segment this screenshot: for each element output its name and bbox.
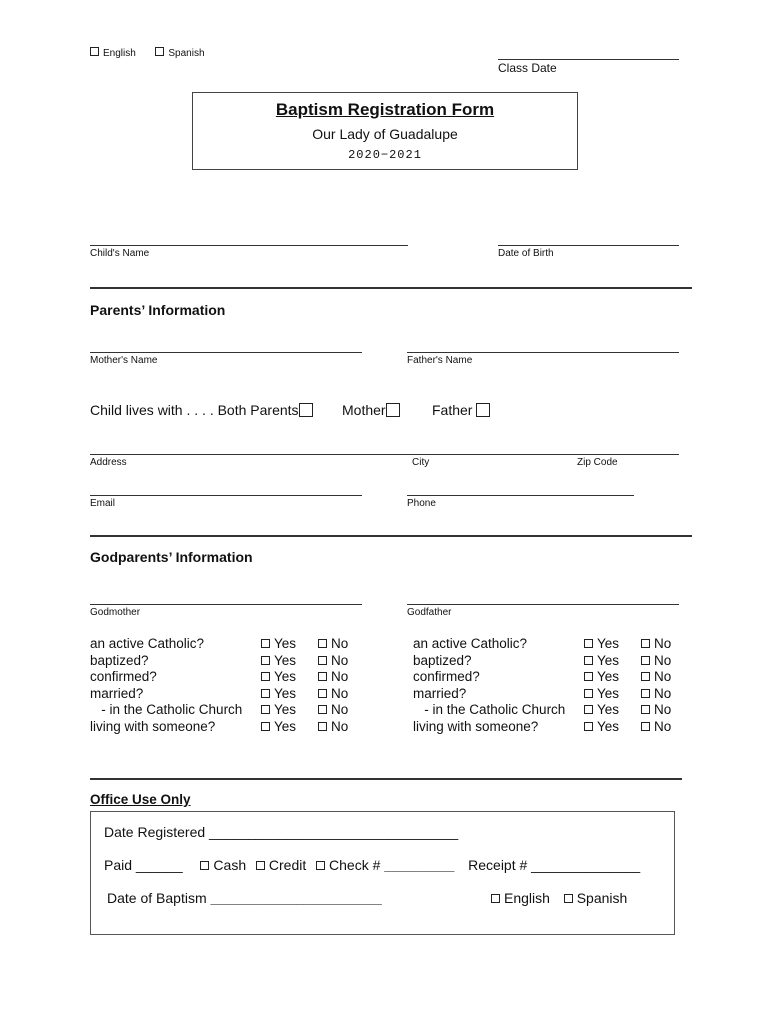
godfather-questions [413,636,565,735]
english-label: English [103,48,136,59]
question-living-with: living with someone? [90,718,216,734]
no-checkbox[interactable] [318,656,327,665]
section-divider [90,778,682,780]
no-label: No [654,718,672,734]
godmother-name-field[interactable] [90,604,362,605]
father-name-field[interactable] [407,352,679,353]
spanish-label: Spanish [168,48,205,59]
yes-label: Yes [274,652,297,668]
paid-field[interactable]: Paid ______ [104,857,183,873]
no-label: No [654,636,672,651]
question-catholic-church: - in the Catholic Church [413,702,566,717]
yes-checkbox[interactable] [261,705,270,714]
date-registered-row: Date Registered ________________________________ [104,824,459,840]
child-name-label: Child's Name [90,248,150,259]
mother-option [342,402,400,418]
language-options [90,47,205,59]
yes-label: Yes [597,669,620,684]
no-label: No [331,636,349,651]
no-checkbox[interactable] [318,639,327,648]
question-married: married? [413,685,467,701]
parish-name: Our Lady of Guadalupe [312,126,458,142]
parents-heading: Parents’ Information [90,302,226,318]
no-label: No [654,685,672,701]
english-checkbox[interactable] [90,47,99,56]
no-label: No [331,718,349,734]
date-of-baptism-field[interactable]: ______________________ [210,890,382,906]
father-option-label: Father [432,402,473,418]
no-label: No [331,685,349,701]
no-checkbox[interactable] [641,639,650,648]
date-of-birth-field[interactable] [498,245,679,246]
question-confirmed: confirmed? [413,669,480,684]
question-catholic-church: - in the Catholic Church [90,702,243,717]
office-language-row [491,890,627,906]
no-checkbox[interactable] [318,672,327,681]
godmother-questions [90,636,242,735]
office-use-heading: Office Use Only [90,792,191,807]
yes-checkbox[interactable] [584,689,593,698]
father-checkbox[interactable] [476,403,490,417]
no-label: No [654,652,672,668]
yes-checkbox[interactable] [261,689,270,698]
office-use-box [90,811,675,935]
spanish-checkbox[interactable] [155,47,164,56]
question-living-with: living with someone? [413,718,539,734]
mother-name-field[interactable] [90,352,362,353]
godmother-yes-column [261,636,296,735]
cash-label: Cash [213,857,247,873]
godfather-no-column [641,636,671,735]
check-number-field[interactable]: _________ [384,857,455,873]
yes-label: Yes [274,636,297,651]
no-label: No [331,669,349,684]
godparents-heading: Godparents’ Information [90,549,253,565]
question-baptized: baptized? [413,652,472,668]
zip-label: Zip Code [577,457,618,468]
check-label: Check # [329,857,381,873]
check-checkbox[interactable] [316,861,325,870]
date-of-birth-label: Date of Birth [498,248,554,259]
yes-checkbox[interactable] [261,722,270,731]
office-english-checkbox[interactable] [491,894,500,903]
yes-label: Yes [597,636,620,651]
yes-label: Yes [274,669,297,684]
yes-checkbox[interactable] [261,639,270,648]
question-active-catholic: an active Catholic? [90,636,205,651]
no-checkbox[interactable] [641,705,650,714]
class-date-label: Class Date [498,61,557,75]
form-title: Baptism Registration Form [275,100,495,119]
address-label: Address [90,457,127,468]
payment-row [104,857,640,873]
question-active-catholic: an active Catholic? [413,636,528,651]
program-year: 2020−2021 [348,148,422,162]
email-label: Email [90,498,116,509]
no-checkbox[interactable] [318,722,327,731]
email-field[interactable] [90,495,362,496]
no-label: No [331,702,349,717]
no-checkbox[interactable] [318,705,327,714]
phone-field[interactable] [407,495,634,496]
godfather-name-field[interactable] [407,604,679,605]
yes-checkbox[interactable] [584,672,593,681]
yes-label: Yes [597,652,620,668]
yes-checkbox[interactable] [261,656,270,665]
question-confirmed: confirmed? [90,669,157,684]
question-baptized: baptized? [90,652,149,668]
mother-option-label: Mother [342,402,386,418]
credit-checkbox[interactable] [256,861,265,870]
yes-checkbox[interactable] [584,639,593,648]
godmother-label: Godmother [90,607,141,618]
yes-label: Yes [597,718,620,734]
city-label: City [412,457,430,468]
address-field[interactable] [90,454,679,455]
question-married: married? [90,685,144,701]
date-of-baptism-label: Date of Baptism [107,890,207,906]
no-checkbox[interactable] [641,672,650,681]
child-lives-with-row [90,402,313,418]
mother-name-label: Mother's Name [90,355,158,366]
yes-label: Yes [597,685,620,701]
no-label: No [654,702,672,717]
child-name-field[interactable] [90,245,408,246]
godfather-label: Godfather [407,607,452,618]
father-option [432,402,490,418]
yes-label: Yes [274,718,297,734]
no-label: No [654,669,672,684]
yes-checkbox[interactable] [261,672,270,681]
yes-label: Yes [274,702,297,717]
office-english-label: English [504,890,550,906]
cash-checkbox[interactable] [200,861,209,870]
no-label: No [331,652,349,668]
both-parents-checkbox[interactable] [299,403,313,417]
yes-checkbox[interactable] [584,656,593,665]
office-spanish-checkbox[interactable] [564,894,573,903]
phone-label: Phone [407,498,436,509]
yes-label: Yes [597,702,620,717]
yes-checkbox[interactable] [584,722,593,731]
godmother-no-column [318,636,348,735]
no-checkbox[interactable] [641,689,650,698]
office-spanish-label: Spanish [576,890,628,906]
father-name-label: Father's Name [407,355,473,366]
title-box [192,92,578,170]
yes-label: Yes [274,685,297,701]
no-checkbox[interactable] [641,722,650,731]
mother-checkbox[interactable] [386,403,400,417]
yes-checkbox[interactable] [584,705,593,714]
no-checkbox[interactable] [641,656,650,665]
class-date-field[interactable] [498,59,679,60]
date-of-baptism-row [107,890,382,906]
section-divider [90,287,692,289]
credit-label: Credit [268,857,307,873]
godfather-yes-column [584,636,619,735]
section-divider [90,535,692,537]
no-checkbox[interactable] [318,689,327,698]
lives-with-label: Child lives with . . . . Both Parents [90,402,299,418]
receipt-field[interactable]: Receipt # ______________ [468,857,641,873]
